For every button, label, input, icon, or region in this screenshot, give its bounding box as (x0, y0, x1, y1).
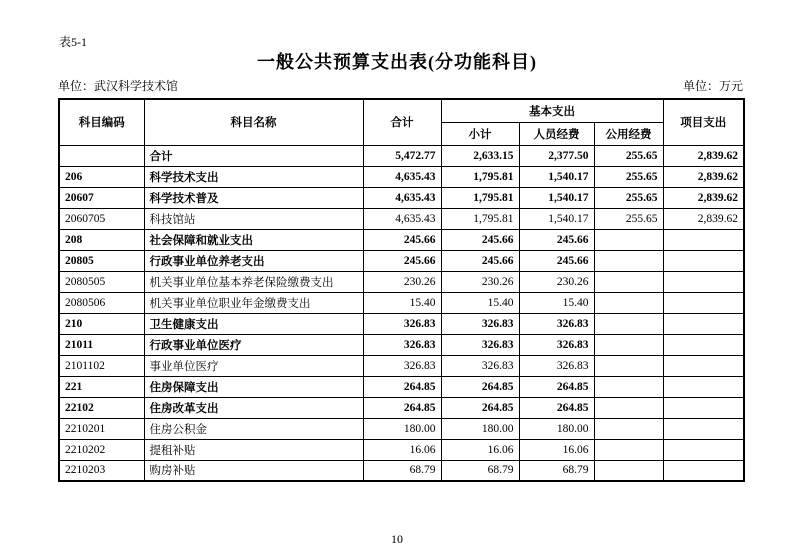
table-row (59, 439, 744, 460)
cell-project (663, 271, 744, 292)
cell-code: 208 (59, 229, 144, 250)
cell-name: 购房补贴 (144, 460, 363, 481)
cell-code: 206 (59, 166, 144, 187)
cell-total: 245.66 (363, 250, 441, 271)
table-row (59, 418, 744, 439)
cell-total: 4,635.43 (363, 187, 441, 208)
cell-project (663, 439, 744, 460)
cell-project (663, 292, 744, 313)
col-header-basic-group: 基本支出 (441, 99, 663, 122)
cell-name: 科学技术普及 (144, 187, 363, 208)
cell-code: 2210203 (59, 460, 144, 481)
cell-subtotal: 68.79 (441, 460, 519, 481)
page-title: 一般公共预算支出表(分功能科目) (257, 52, 537, 72)
cell-code: 2060705 (59, 208, 144, 229)
cell-subtotal: 180.00 (441, 418, 519, 439)
cell-subtotal: 245.66 (441, 250, 519, 271)
cell-total: 4,635.43 (363, 166, 441, 187)
cell-name: 行政事业单位养老支出 (144, 250, 363, 271)
cell-public (594, 418, 663, 439)
cell-personnel: 264.85 (519, 397, 594, 418)
cell-project (663, 376, 744, 397)
cell-code: 2101102 (59, 355, 144, 376)
cell-personnel: 326.83 (519, 355, 594, 376)
cell-total: 264.85 (363, 397, 441, 418)
cell-name: 卫生健康支出 (144, 313, 363, 334)
cell-project: 2,839.62 (663, 145, 744, 166)
cell-name: 机关事业单位职业年金缴费支出 (144, 292, 363, 313)
cell-name: 科技馆站 (144, 208, 363, 229)
cell-code: 2210202 (59, 439, 144, 460)
cell-name: 住房公积金 (144, 418, 363, 439)
table-row (59, 355, 744, 376)
cell-personnel: 16.06 (519, 439, 594, 460)
cell-total: 180.00 (363, 418, 441, 439)
cell-project (663, 418, 744, 439)
cell-project: 2,839.62 (663, 166, 744, 187)
table-row (59, 313, 744, 334)
cell-name: 住房保障支出 (144, 376, 363, 397)
cell-code: 2210201 (59, 418, 144, 439)
table-row (59, 460, 744, 481)
cell-subtotal: 15.40 (441, 292, 519, 313)
cell-personnel: 230.26 (519, 271, 594, 292)
cell-personnel: 180.00 (519, 418, 594, 439)
cell-public (594, 292, 663, 313)
cell-project: 2,839.62 (663, 208, 744, 229)
cell-public (594, 355, 663, 376)
col-header-name: 科目名称 (144, 99, 363, 145)
cell-public: 255.65 (594, 208, 663, 229)
page-number: 10 (391, 532, 403, 546)
table-body (59, 145, 744, 481)
cell-subtotal: 2,633.15 (441, 145, 519, 166)
cell-total: 326.83 (363, 313, 441, 334)
cell-public (594, 313, 663, 334)
cell-public (594, 250, 663, 271)
table-label: 表5-1 (59, 35, 87, 49)
cell-subtotal: 230.26 (441, 271, 519, 292)
table-row (59, 229, 744, 250)
cell-public: 255.65 (594, 187, 663, 208)
cell-public (594, 376, 663, 397)
cell-public (594, 397, 663, 418)
cell-personnel: 245.66 (519, 229, 594, 250)
cell-personnel: 15.40 (519, 292, 594, 313)
cell-project (663, 355, 744, 376)
col-header-project: 项目支出 (663, 99, 744, 145)
cell-total: 326.83 (363, 334, 441, 355)
cell-personnel: 1,540.17 (519, 166, 594, 187)
cell-total: 68.79 (363, 460, 441, 481)
cell-subtotal: 16.06 (441, 439, 519, 460)
cell-personnel: 1,540.17 (519, 187, 594, 208)
col-header-public: 公用经费 (594, 122, 663, 145)
cell-total: 245.66 (363, 229, 441, 250)
cell-project (663, 313, 744, 334)
table-row (59, 334, 744, 355)
table-row (59, 187, 744, 208)
cell-name: 住房改革支出 (144, 397, 363, 418)
cell-subtotal: 245.66 (441, 229, 519, 250)
cell-project (663, 229, 744, 250)
cell-public (594, 229, 663, 250)
unit-currency: 单位：万元 (682, 79, 743, 93)
cell-personnel: 326.83 (519, 313, 594, 334)
cell-code: 221 (59, 376, 144, 397)
cell-project (663, 334, 744, 355)
cell-subtotal: 264.85 (441, 397, 519, 418)
cell-public (594, 334, 663, 355)
cell-project (663, 460, 744, 481)
cell-name: 事业单位医疗 (144, 355, 363, 376)
cell-public (594, 460, 663, 481)
cell-total: 15.40 (363, 292, 441, 313)
units-row (58, 77, 743, 94)
cell-personnel: 1,540.17 (519, 208, 594, 229)
cell-public (594, 271, 663, 292)
cell-personnel: 2,377.50 (519, 145, 594, 166)
col-header-subtotal: 小计 (441, 122, 519, 145)
cell-subtotal: 1,795.81 (441, 166, 519, 187)
cell-subtotal: 264.85 (441, 376, 519, 397)
cell-name: 社会保障和就业支出 (144, 229, 363, 250)
cell-code (59, 145, 144, 166)
col-header-total: 合计 (363, 99, 441, 145)
cell-code: 2080505 (59, 271, 144, 292)
cell-name: 合计 (144, 145, 363, 166)
cell-code: 20805 (59, 250, 144, 271)
table-row (59, 250, 744, 271)
table-row (59, 397, 744, 418)
cell-code: 2080506 (59, 292, 144, 313)
table-row (59, 208, 744, 229)
cell-personnel: 326.83 (519, 334, 594, 355)
cell-personnel: 245.66 (519, 250, 594, 271)
cell-name: 机关事业单位基本养老保险缴费支出 (144, 271, 363, 292)
col-header-personnel: 人员经费 (519, 122, 594, 145)
cell-subtotal: 1,795.81 (441, 187, 519, 208)
table-row (59, 166, 744, 187)
cell-subtotal: 326.83 (441, 334, 519, 355)
table-row (59, 376, 744, 397)
cell-total: 230.26 (363, 271, 441, 292)
cell-personnel: 264.85 (519, 376, 594, 397)
table-row (59, 292, 744, 313)
cell-name: 行政事业单位医疗 (144, 334, 363, 355)
cell-project (663, 397, 744, 418)
cell-project: 2,839.62 (663, 187, 744, 208)
table-header (59, 99, 744, 145)
cell-name: 科学技术支出 (144, 166, 363, 187)
cell-code: 22102 (59, 397, 144, 418)
cell-public: 255.65 (594, 166, 663, 187)
cell-subtotal: 326.83 (441, 313, 519, 334)
cell-subtotal: 326.83 (441, 355, 519, 376)
cell-code: 210 (59, 313, 144, 334)
cell-name: 提租补贴 (144, 439, 363, 460)
cell-project (663, 250, 744, 271)
cell-public: 255.65 (594, 145, 663, 166)
cell-total: 326.83 (363, 355, 441, 376)
cell-code: 21011 (59, 334, 144, 355)
cell-personnel: 68.79 (519, 460, 594, 481)
cell-total: 264.85 (363, 376, 441, 397)
table-row (59, 145, 744, 166)
cell-total: 16.06 (363, 439, 441, 460)
table-row (59, 271, 744, 292)
budget-table (58, 98, 745, 482)
col-header-code: 科目编码 (59, 99, 144, 145)
cell-public (594, 439, 663, 460)
cell-code: 20607 (59, 187, 144, 208)
cell-total: 4,635.43 (363, 208, 441, 229)
cell-total: 5,472.77 (363, 145, 441, 166)
unit-org: 单位：武汉科学技术馆 (58, 79, 179, 93)
cell-subtotal: 1,795.81 (441, 208, 519, 229)
